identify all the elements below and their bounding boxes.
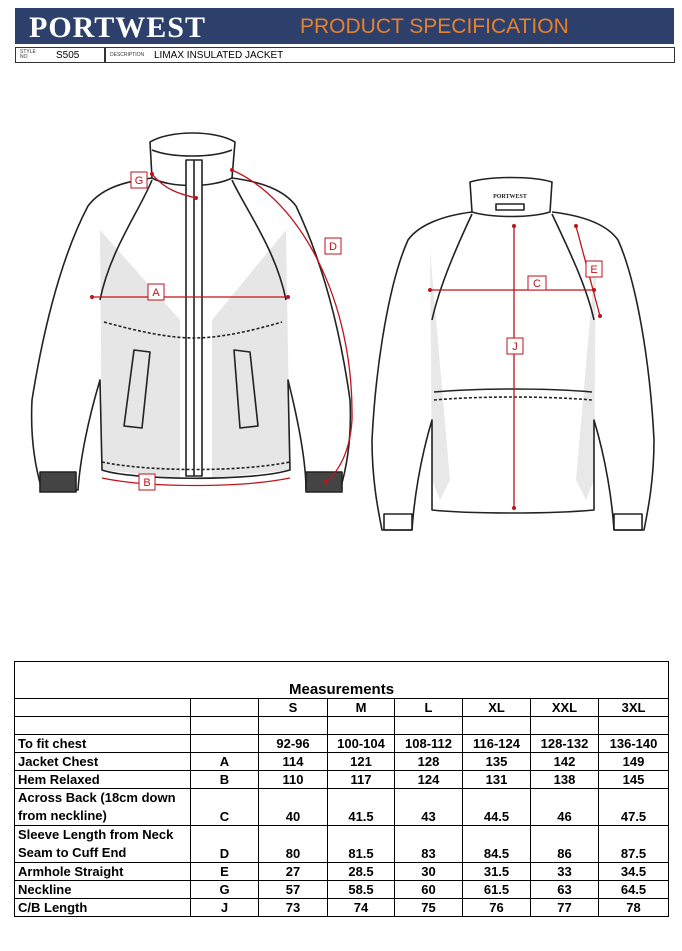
table-cell: 116-124 bbox=[463, 735, 531, 753]
size-header: S bbox=[259, 699, 328, 717]
table-cell: 121 bbox=[328, 753, 395, 771]
table-cell: 124 bbox=[395, 771, 463, 789]
table-cell: 27 bbox=[259, 863, 328, 881]
table-cell: 77 bbox=[531, 899, 599, 917]
brand-logo: PORTWEST bbox=[29, 11, 206, 44]
table-cell: 76 bbox=[463, 899, 531, 917]
table-cell: 28.5 bbox=[328, 863, 395, 881]
label-b: B bbox=[143, 477, 151, 489]
table-cell: 149 bbox=[599, 753, 669, 771]
table-cell: 145 bbox=[599, 771, 669, 789]
description-text: LIMAX INSULATED JACKET bbox=[154, 50, 284, 61]
row-label: Neckline bbox=[15, 881, 191, 899]
description-label: DESCRIPTION bbox=[110, 52, 145, 58]
row-label: Armhole Straight bbox=[15, 863, 191, 881]
label-e: E bbox=[590, 264, 598, 276]
row-label-line: Seam to Cuff End bbox=[18, 845, 127, 860]
section-title: PRODUCT SPECIFICATION bbox=[300, 15, 569, 38]
table-cell: 128 bbox=[395, 753, 463, 771]
table-row bbox=[15, 789, 669, 826]
table-cell: 58.5 bbox=[328, 881, 395, 899]
table-row bbox=[15, 899, 669, 917]
row-label-line: from neckline) bbox=[18, 808, 107, 823]
size-header: XL bbox=[463, 699, 531, 717]
table-cell: 86 bbox=[531, 826, 599, 863]
label-a: A bbox=[152, 287, 160, 299]
table-cell: 138 bbox=[531, 771, 599, 789]
table-cell: 73 bbox=[259, 899, 328, 917]
table-cell: 136-140 bbox=[599, 735, 669, 753]
row-label bbox=[15, 789, 191, 826]
table-cell: 30 bbox=[395, 863, 463, 881]
spacer-row bbox=[15, 717, 669, 735]
label-d: D bbox=[329, 241, 337, 253]
table-cell: 34.5 bbox=[599, 863, 669, 881]
style-number: S505 bbox=[56, 50, 80, 61]
table-row bbox=[15, 735, 669, 753]
table-cell: 47.5 bbox=[599, 789, 669, 826]
table-cell: 57 bbox=[259, 881, 328, 899]
label-g: G bbox=[134, 175, 144, 187]
table-cell: 44.5 bbox=[463, 789, 531, 826]
front-view bbox=[32, 133, 351, 492]
table-cell: 100-104 bbox=[328, 735, 395, 753]
table-cell: 64.5 bbox=[599, 881, 669, 899]
table-row bbox=[15, 826, 669, 863]
table-cell: 63 bbox=[531, 881, 599, 899]
table-cell: 61.5 bbox=[463, 881, 531, 899]
label-j: J bbox=[512, 341, 518, 353]
table-row bbox=[15, 881, 669, 899]
table-cell: 92-96 bbox=[259, 735, 328, 753]
table-cell: 135 bbox=[463, 753, 531, 771]
table-cell: 40 bbox=[259, 789, 328, 826]
table-cell: 81.5 bbox=[328, 826, 395, 863]
size-header-row bbox=[15, 699, 669, 717]
measurements-table bbox=[14, 661, 669, 917]
table-cell: 60 bbox=[395, 881, 463, 899]
row-code: D bbox=[191, 826, 259, 863]
table-title-row bbox=[15, 662, 669, 699]
back-neck-logo: PORTWEST bbox=[493, 194, 527, 200]
table-cell: 43 bbox=[395, 789, 463, 826]
row-label-line: Across Back (18cm down bbox=[18, 790, 176, 805]
label-c: C bbox=[533, 278, 541, 290]
row-code: J bbox=[191, 899, 259, 917]
row-code bbox=[191, 735, 259, 753]
row-code: E bbox=[191, 863, 259, 881]
table-cell: 87.5 bbox=[599, 826, 669, 863]
table-cell: 108-112 bbox=[395, 735, 463, 753]
size-header: L bbox=[395, 699, 463, 717]
row-code: B bbox=[191, 771, 259, 789]
table-cell: 33 bbox=[531, 863, 599, 881]
table-cell: 41.5 bbox=[328, 789, 395, 826]
table-cell: 142 bbox=[531, 753, 599, 771]
row-label: To fit chest bbox=[15, 735, 191, 753]
table-cell: 128-132 bbox=[531, 735, 599, 753]
row-label: Hem Relaxed bbox=[15, 771, 191, 789]
size-header: XXL bbox=[531, 699, 599, 717]
table-cell: 46 bbox=[531, 789, 599, 826]
table-row bbox=[15, 863, 669, 881]
table-cell: 74 bbox=[328, 899, 395, 917]
table-cell: 131 bbox=[463, 771, 531, 789]
table-cell: 110 bbox=[259, 771, 328, 789]
table-title: Measurements bbox=[15, 662, 669, 699]
table-row bbox=[15, 753, 669, 771]
table-row bbox=[15, 771, 669, 789]
table-cell: 117 bbox=[328, 771, 395, 789]
table-cell: 75 bbox=[395, 899, 463, 917]
row-label bbox=[15, 826, 191, 863]
row-label: C/B Length bbox=[15, 899, 191, 917]
table-cell: 78 bbox=[599, 899, 669, 917]
row-code: G bbox=[191, 881, 259, 899]
table-cell: 114 bbox=[259, 753, 328, 771]
table-cell: 84.5 bbox=[463, 826, 531, 863]
row-label: Jacket Chest bbox=[15, 753, 191, 771]
table-cell: 83 bbox=[395, 826, 463, 863]
row-code: C bbox=[191, 789, 259, 826]
table-cell: 31.5 bbox=[463, 863, 531, 881]
size-header: 3XL bbox=[599, 699, 669, 717]
row-code: A bbox=[191, 753, 259, 771]
style-label: STYLE NO bbox=[20, 49, 36, 60]
row-label-line: Sleeve Length from Neck bbox=[18, 827, 174, 842]
table-cell: 80 bbox=[259, 826, 328, 863]
size-header: M bbox=[328, 699, 395, 717]
